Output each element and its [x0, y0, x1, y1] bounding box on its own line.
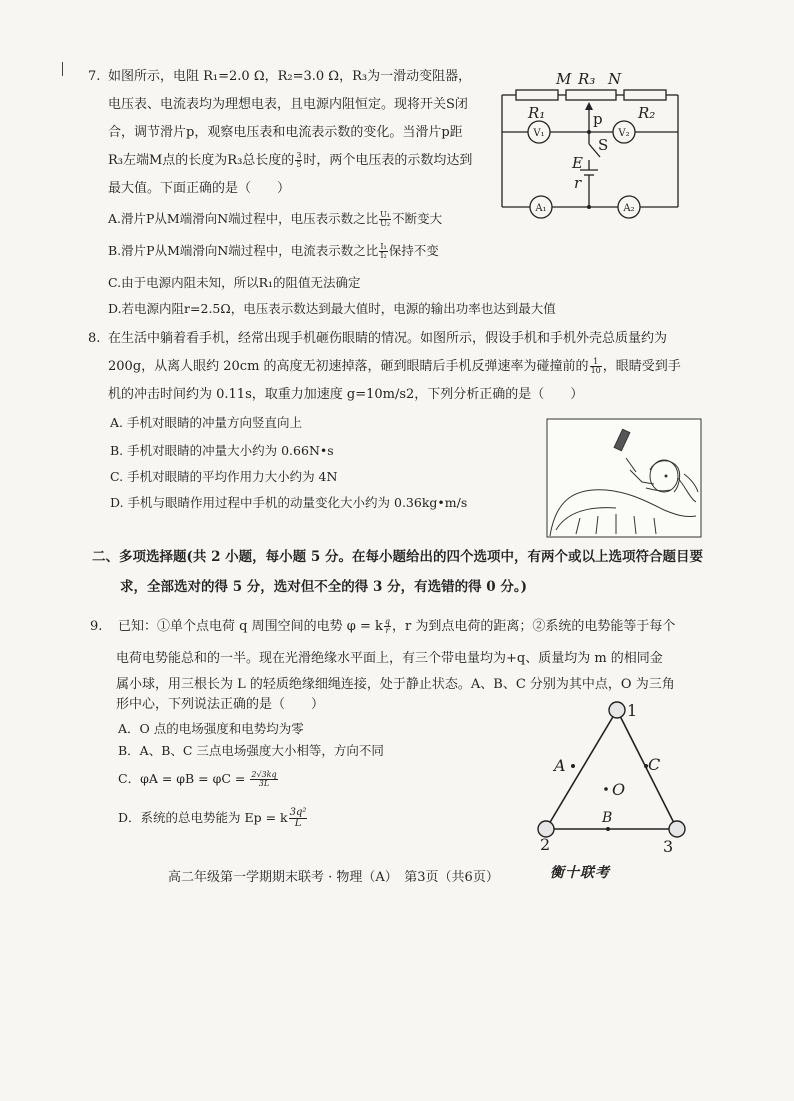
label-n: N [608, 70, 622, 88]
q8-line-2: 200g，从离人眼约 20cm 的高度无初速掉落，砸到眼睛后手机反弹速率为碰撞前的 $\frac{1}{10}$ ，眼睛受到手 [108, 357, 681, 375]
q8-option-a: A. 手机对眼睛的冲量方向竖直向上 [110, 415, 302, 430]
q7-option-d: D.若电源内阻r=2.5Ω，电压表示数达到最大值时，电源的输出功率也达到最大值 [108, 301, 556, 316]
q8-number: 8. [88, 331, 101, 346]
label-e: E [572, 154, 583, 172]
q9-option-a: A．O 点的电场强度和电势均为零 [118, 721, 304, 736]
section-2-heading-line-1: 二、多项选择题(共 2 小题，每小题 5 分。在每小题给出的四个选项中，有两个或以上选项符合题目要 [92, 549, 703, 565]
label-r1: R₁ [528, 104, 546, 122]
q8-line-1: 在生活中躺着看手机，经常出现手机砸伤眼睛的情况。如图所示，假设手机和手机外壳总质量约为 [108, 331, 668, 346]
q9-option-b: B．A、B、C 三点电场强度大小相等，方向不同 [118, 743, 384, 758]
label-m: M [556, 70, 572, 88]
q7-option-b: B.滑片P从M端滑向N端过程中，电流表示数之比 $\frac{\text{I₁}}{\text{I₂}}$ 保持不变 [108, 242, 439, 260]
q7-line-4-tail: 时，两个电压表的示数均达到 [303, 153, 473, 168]
q7-fraction: $\frac{3}{5}$ [296, 151, 302, 169]
q7-line-5: 最大值。下面正确的是（ ） [108, 181, 291, 196]
scan-mark [62, 62, 69, 76]
q9-line-3: 属小球，用三根长为 L 的轻质绝缘细绳连接，处于静止状态。A、B、C 分别为其中点，O 为三角 [116, 677, 675, 692]
q7-option-a: A.滑片P从M端滑向N端过程中，电压表示数之比 $\frac{\text{U₁}}{\text{U₂}}$ 不断变大 [108, 210, 443, 228]
label-r3: R₃ [578, 70, 596, 88]
page-footer: 高二年级第一学期期末联考 · 物理（A） 第3页（共6页） [168, 870, 499, 885]
q7-line-4 [108, 152, 472, 170]
midpoint-c-label: C [648, 755, 661, 774]
ammeter-2-label: A₂ [623, 203, 635, 214]
vertex-2-label: 2 [540, 835, 551, 854]
q7-circuit-diagram [490, 62, 700, 222]
q7-line-4-text: R₃左端M点的长度为R₃总长度的 [108, 153, 295, 168]
q7-line-1: 如图所示，电阻 R₁=2.0 Ω，R₂=3.0 Ω，R₃为一滑动变阻器， [108, 69, 472, 84]
voltmeter-2-label: V₂ [618, 128, 630, 139]
vertex-1-label: 1 [627, 701, 638, 720]
q8-option-b: B. 手机对眼睛的冲量大小约为 0.66N•s [110, 443, 334, 458]
voltmeter-1-label: V₁ [533, 128, 545, 139]
q9-line-1: 已知：①单个点电荷 q 周围空间的电势 φ = k $\frac{q}{r}$ ，r 为到点电荷的距离；②系统的电势能等于每个 [118, 617, 676, 635]
q9-line-2: 电荷电势能总和的一半。现在光滑绝缘水平面上，有三个带电量均为+q、质量均为 m 的相同金 [116, 651, 663, 666]
q9-option-d: D．系统的总电势能为 Ep = k $\frac{\text{3q²}}{L}$ [118, 807, 307, 829]
ammeter-1-label: A₁ [535, 203, 547, 214]
q8-line-3: 机的冲击时间约为 0.11s，取重力加速度 g=10m/s2，下列分析正确的是（ ） [108, 387, 584, 402]
midpoint-b-label: B [602, 810, 613, 826]
q8-option-d: D. 手机与眼睛作用过程中手机的动量变化大小约为 0.36kg•m/s [110, 495, 468, 510]
section-2-heading-line-2: 求，全部选对的得 5 分，选对但不全的得 3 分，有选错的得 0 分。) [120, 579, 528, 595]
label-p: p [593, 110, 603, 128]
q9-number: 9. [90, 619, 103, 634]
label-r2: R₂ [638, 104, 656, 122]
q9-triangle-diagram [520, 696, 700, 858]
q9-option-c: C．φA = φB = φC = $\frac{2√3kq}{3L}$ [118, 770, 277, 788]
q7-number: 7. [88, 69, 101, 84]
q8-option-c: C. 手机对眼睛的平均作用力大小约为 4N [110, 469, 338, 484]
q7-line-2: 电压表、电流表均为理想电表，且电源内阻恒定。现将开关S闭 [108, 97, 468, 112]
q8-phone-illustration [546, 418, 702, 538]
label-s: S [598, 136, 609, 154]
midpoint-a-label: A [554, 756, 566, 775]
q7-line-3: 合，调节滑片p，观察电压表和电流表示数的变化。当滑片p距 [108, 125, 463, 140]
center-o-label: O [612, 780, 626, 799]
vertex-3-label: 3 [663, 837, 674, 856]
q7-option-c: C.由于电源内阻未知，所以R₁的阻值无法确定 [108, 275, 361, 290]
exam-logo: 衡十联考 [550, 865, 610, 881]
label-r: r [574, 174, 582, 192]
q9-line-4: 形中心，下列说法正确的是（ ） [116, 697, 325, 712]
